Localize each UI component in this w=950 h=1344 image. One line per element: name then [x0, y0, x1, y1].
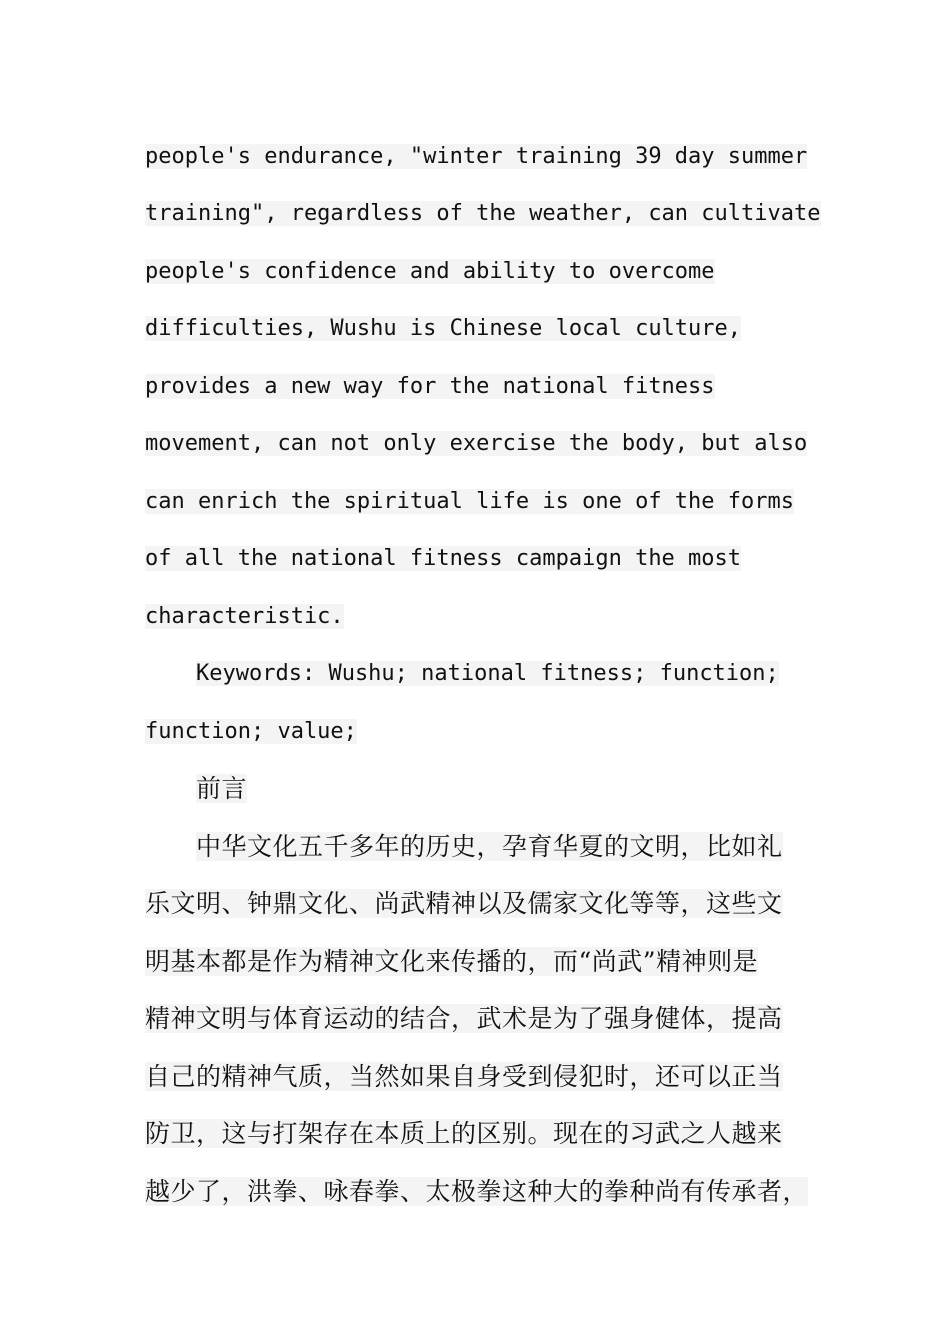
keywords-line: [196, 657, 779, 691]
abstract-line-text: difficulties, Wushu is Chinese local culture,: [145, 316, 742, 341]
abstract-line-text: of all the national fitness campaign the most: [145, 546, 742, 571]
body-line: [145, 1002, 783, 1036]
abstract-line-text: people's endurance, "winter training 39 day summer: [145, 144, 808, 169]
body-line-text: 明基本都是作为精神文化来传播的，而“尚武”精神则是: [145, 947, 759, 976]
section-heading: [196, 772, 247, 806]
abstract-line: [145, 485, 794, 519]
keywords-line: [145, 715, 357, 749]
abstract-line: [145, 370, 715, 404]
body-line-text: 精神文明与体育运动的结合，武术是为了强身健体，提高: [145, 1004, 783, 1033]
abstract-line: [145, 255, 715, 289]
abstract-line: [145, 600, 344, 634]
body-line: [145, 1117, 783, 1151]
section-heading-text: 前言: [196, 774, 248, 803]
body-line-text: 越少了，洪拳、咏春拳、太极拳这种大的拳种尚有传承者，: [145, 1177, 809, 1206]
abstract-line-text: people's confidence and ability to overcome: [145, 259, 715, 284]
abstract-line-text: characteristic.: [145, 604, 344, 629]
abstract-line-text: can enrich the spiritual life is one of the forms: [145, 489, 795, 514]
body-line: [196, 830, 783, 864]
abstract-line: [145, 197, 821, 231]
abstract-line: [145, 140, 807, 174]
keywords-text: function; value;: [145, 719, 357, 744]
abstract-line: [145, 312, 741, 346]
body-line: [145, 1060, 783, 1094]
abstract-line: [145, 427, 807, 461]
body-line: [145, 887, 783, 921]
body-line-text: 自己的精神气质，当然如果自身受到侵犯时，还可以正当: [145, 1062, 783, 1091]
body-line-text: 防卫，这与打架存在本质上的区别。现在的习武之人越来: [145, 1119, 783, 1148]
abstract-line-text: provides a new way for the national fitness: [145, 374, 715, 399]
body-line: [145, 945, 758, 979]
keywords-text: Keywords: Wushu; national fitness; function;: [196, 661, 779, 686]
body-line-text: 中华文化五千多年的历史，孕育华夏的文明，比如礼: [196, 832, 783, 861]
abstract-line-text: movement, can not only exercise the body, but also: [145, 431, 808, 456]
abstract-line: [145, 542, 741, 576]
body-line-text: 乐文明、钟鼎文化、尚武精神以及儒家文化等等，这些文: [145, 889, 783, 918]
abstract-line-text: training", regardless of the weather, can cultivate: [145, 201, 821, 226]
body-line: [145, 1175, 808, 1209]
